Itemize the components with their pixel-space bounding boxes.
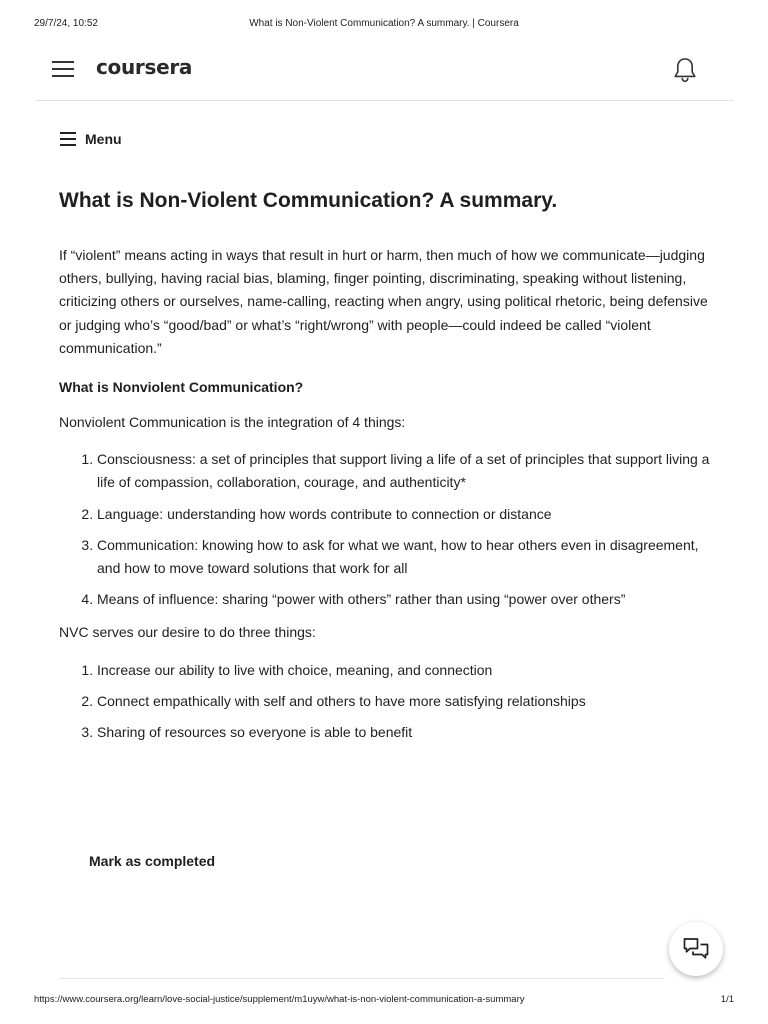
print-page-title: What is Non-Violent Communication? A summary. | Coursera [249, 18, 519, 29]
list-item: 3. Communication: knowing how to ask for what we want, how to hear others even in disagreement, and how to move toward solutions that work for all [97, 534, 719, 580]
list-item: 3. Sharing of resources so everyone is able to benefit [97, 721, 719, 744]
bell-icon[interactable] [672, 56, 698, 84]
print-date: 29/7/24, 10:52 [34, 18, 98, 29]
divider [60, 978, 664, 979]
print-footer [34, 994, 734, 1008]
mark-as-completed-button[interactable]: Mark as completed [89, 853, 216, 869]
list-item: 1. Increase our ability to live with choice, meaning, and connection [97, 659, 719, 682]
list-item: 2. Language: understanding how words contribute to connection or distance [97, 503, 719, 526]
coursera-logo[interactable]: coursera [96, 55, 193, 79]
list-item: 4. Means of influence: sharing “power with others” rather than using “power over others” [97, 588, 719, 611]
menu-icon [60, 132, 76, 146]
page-number: 1/1 [720, 994, 734, 1005]
nvc-components-list [59, 448, 719, 611]
chat-button[interactable] [669, 922, 723, 976]
menu-label: Menu [85, 131, 122, 147]
list-item: 2. Connect empathically with self and others to have more satisfying relationships [97, 690, 719, 713]
top-navigation-bar [36, 44, 734, 101]
article-content [59, 186, 719, 754]
list-intro-paragraph-2: NVC serves our desire to do three things: [59, 624, 316, 641]
page-url: https://www.coursera.org/learn/love-social-justice/supplement/m1uyw/what-is-non-violent-communication-a-summary [34, 994, 525, 1005]
nvc-purposes-list [59, 659, 719, 745]
section-heading: What is Nonviolent Communication? [59, 379, 304, 396]
list-item: 1. Consciousness: a set of principles that support living a life of a set of principles that support living a life of compassion, collaboration, courage, and authenticity* [97, 448, 719, 494]
article-title: What is Non-Violent Communication? A summary. [59, 189, 558, 212]
print-header [34, 18, 734, 32]
list-intro-paragraph: Nonviolent Communication is the integration of 4 things: [59, 414, 406, 431]
hamburger-icon[interactable] [52, 59, 74, 77]
intro-paragraph: If “violent” means acting in ways that result in hurt or harm, then much of how we communicate—judging others, bullying, having racial bias, blaming, finger pointing, discriminating, speaking without listening, criticizing others or ourselves, name-calling, reacting when angry, using political rhetoric, being defensive or judging who’s “good/bad” or what’s “right/wrong” with people—could indeed be called “violent communication.” [59, 247, 708, 356]
chat-icon [682, 936, 710, 962]
